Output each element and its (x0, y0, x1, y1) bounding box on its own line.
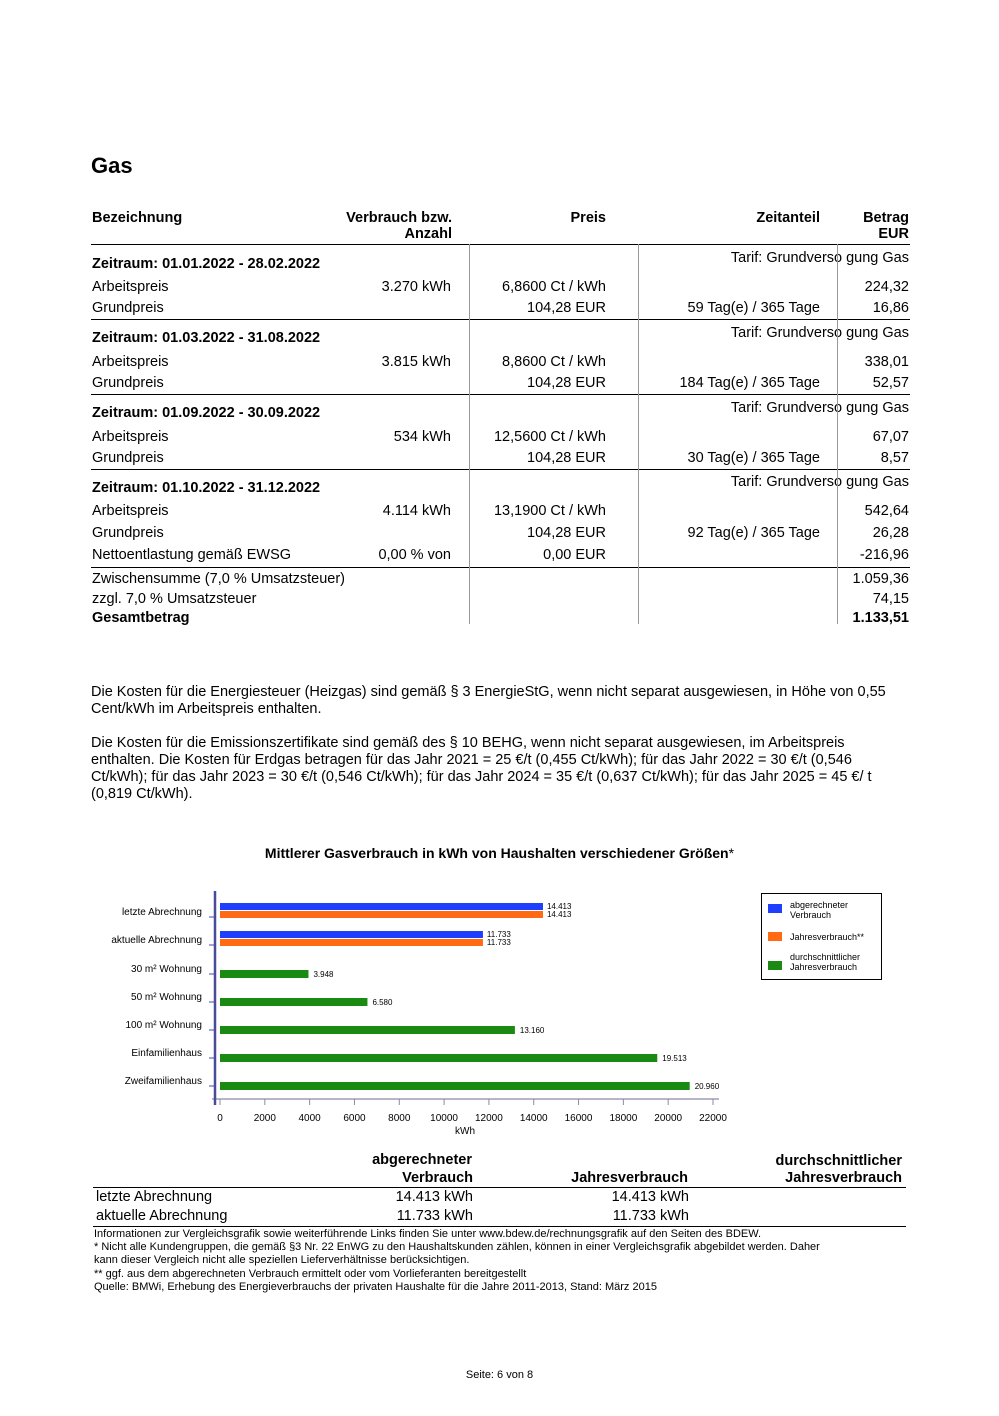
chart-title (0, 845, 999, 861)
x-tick-label: 12000 (475, 1113, 503, 1124)
bar-value-label: 3.948 (313, 970, 334, 979)
category-label: aktuelle Abrechnung (111, 935, 202, 946)
legend-text: Verbrauch (790, 910, 832, 920)
summary-header-col3-line1: durchschnittlicher (775, 1153, 902, 1169)
header-divider (91, 244, 910, 245)
row-preis: 104,28 EUR (527, 450, 606, 466)
row-preis: 0,00 EUR (543, 547, 606, 563)
legend-label-jahresverbrauch: Jahresverbrauch** (790, 932, 865, 942)
summary-row-v2: 14.413 kWh (611, 1189, 689, 1205)
bar-jahresverbrauch (220, 911, 543, 918)
bar-durchschnittlicher-jahresverbrauch (220, 1082, 690, 1090)
row-preis: 6,8600 Ct / kWh (502, 279, 606, 295)
row-betrag: 224,32 (864, 279, 909, 295)
gesamt-label: Gesamtbetrag (92, 610, 190, 626)
column-divider (837, 244, 838, 624)
x-tick-label: 10000 (430, 1113, 458, 1124)
period-divider (91, 394, 910, 395)
chart-title-asterisk: * (728, 845, 735, 861)
bar-value-label: 14.413 (546, 902, 572, 911)
bar-value-label: 14.413 (546, 910, 572, 919)
row-zeitanteil: 30 Tag(e) / 365 Tage (687, 450, 820, 466)
bar-abgerechneter-verbrauch (220, 931, 483, 938)
x-tick-label: 22000 (699, 1113, 727, 1124)
row-name: Grundpreis (92, 300, 164, 316)
legend-text: Jahresverbrauch (790, 962, 858, 972)
category-label: 50 m² Wohnung (131, 992, 202, 1003)
row-name: Grundpreis (92, 375, 164, 391)
row-name: Nettoentlastung gemäß EWSG (92, 547, 292, 563)
summary-header-divider (93, 1187, 906, 1188)
header-betrag-line1: Betrag (863, 210, 909, 226)
legend-swatch-abgerechnet (768, 904, 782, 913)
bar-durchschnittlicher-jahresverbrauch (220, 1054, 657, 1062)
ust-label: zzgl. 7,0 % Umsatzsteuer (92, 591, 257, 607)
row-verbrauch: 534 kWh (393, 429, 451, 445)
x-tick-label: 18000 (609, 1113, 638, 1124)
period-title: Zeitraum: 01.09.2022 - 30.09.2022 (92, 405, 321, 421)
row-zeitanteil: 184 Tag(e) / 365 Tage (679, 375, 820, 391)
category-label: letzte Abrechnung (121, 907, 202, 918)
header-zeitanteil: Zeitanteil (756, 210, 820, 226)
x-tick-label: 20000 (654, 1113, 683, 1124)
header-preis: Preis (570, 210, 606, 226)
category-label: 30 m² Wohnung (131, 964, 202, 975)
chart-title-text: Mittlerer Gasverbrauch in kWh von Haushalten verschiedener Größen (264, 845, 729, 861)
bar-value-label: 11.733 (486, 938, 511, 947)
row-preis: 13,1900 Ct / kWh (493, 503, 606, 519)
period-divider (91, 469, 910, 470)
period-title: Zeitraum: 01.01.2022 - 28.02.2022 (92, 256, 321, 272)
total-divider (91, 567, 910, 568)
row-preis: 104,28 EUR (527, 375, 606, 391)
row-preis: 8,8600 Ct / kWh (502, 354, 606, 370)
period-tarif: Tarif: Grundverso gung Gas (730, 400, 909, 416)
row-betrag: -216,96 (859, 547, 909, 563)
column-divider (638, 244, 639, 624)
header-betrag-line2: EUR (878, 226, 909, 242)
bar-jahresverbrauch (220, 939, 483, 946)
bar-value-label: 6.580 (372, 998, 393, 1007)
legend-swatch-durchschnitt (768, 961, 782, 970)
ust-value: 74,15 (872, 591, 909, 607)
row-name: Arbeitspreis (92, 429, 169, 445)
x-tick-label: 2000 (253, 1113, 276, 1124)
section-title: Gas (91, 153, 133, 178)
note-behg: Die Kosten für die Emissionszertifikate sind gemäß des § 10 BEHG, wenn nicht separat ausgewiesen, im Arbeitspreis enthalten. Die Kosten für Erdgas betragen für das Jahr 2021 = 25 €/t (0,455 Ct/kWh); für das Jahr 2022 = 30 €/t (0,546 Ct/kWh); für das Jahr 2023 = 30 €/t (0,546 Ct/kWh); für das Jahr 2024 = 35 €/t (0,637 Ct/kWh); für das Jahr 2025 = 45 €/ t (0,819 Ct/kWh). (91, 735, 872, 802)
row-verbrauch: 3.270 kWh (381, 279, 451, 295)
note-energiesteuer: Die Kosten für die Energiesteuer (Heizgas) sind gemäß § 3 EnergieStG, wenn nicht separat ausgewiesen, in Höhe von 0,55 Cent/kWh im Arbeitspreis enthalten. (91, 684, 886, 717)
summary-header-col1-line2: Verbrauch (402, 1170, 473, 1186)
bar-durchschnittlicher-jahresverbrauch (220, 970, 308, 978)
legend-text: durchschnittlicher (790, 952, 861, 962)
summary-row-label: letzte Abrechnung (96, 1189, 213, 1205)
summary-row-v1: 14.413 kWh (395, 1189, 473, 1205)
row-preis: 12,5600 Ct / kWh (493, 429, 606, 445)
summary-row-v2: 11.733 kWh (612, 1208, 689, 1224)
period-tarif: Tarif: Grundverso gung Gas (730, 250, 909, 266)
row-name: Grundpreis (92, 525, 164, 541)
gesamt-value: 1.133,51 (852, 610, 909, 626)
summary-header-col1-line1: abgerechneter (372, 1152, 472, 1168)
bar-value-label: 11.733 (486, 930, 511, 939)
period-tarif: Tarif: Grundverso gung Gas (730, 474, 909, 490)
legend-swatch-jahresverbrauch (768, 932, 782, 941)
period-tarif: Tarif: Grundverso gung Gas (730, 325, 909, 341)
category-label: Einfamilienhaus (131, 1048, 202, 1059)
row-name: Arbeitspreis (92, 279, 169, 295)
column-divider (469, 244, 470, 624)
row-betrag: 8,57 (880, 450, 909, 466)
x-tick-label: 8000 (388, 1113, 411, 1124)
row-name: Arbeitspreis (92, 354, 169, 370)
summary-header-col3-line2: Jahresverbrauch (785, 1170, 902, 1186)
header-verbrauch-line1: Verbrauch bzw. (346, 210, 452, 226)
row-zeitanteil: 92 Tag(e) / 365 Tage (687, 525, 820, 541)
x-tick-label: 16000 (564, 1113, 593, 1124)
zwischensumme-label: Zwischensumme (7,0 % Umsatzsteuer) (92, 571, 346, 587)
row-verbrauch: 3.815 kWh (381, 354, 451, 370)
row-betrag: 16,86 (872, 300, 909, 316)
x-tick-label: 4000 (298, 1113, 321, 1124)
footnote: Informationen zur Vergleichsgrafik sowie weiterführende Links finden Sie unter www.bdew.de/rechnungsgrafik auf den Seiten des BDEW. (94, 1228, 762, 1240)
x-tick-label: 0 (217, 1113, 223, 1124)
header-bezeichnung: Bezeichnung (92, 210, 183, 226)
summary-row-v1: 11.733 kWh (396, 1208, 473, 1224)
category-label: 100 m² Wohnung (125, 1020, 202, 1031)
bar-durchschnittlicher-jahresverbrauch (220, 998, 367, 1006)
legend-label-durchschnitt (790, 952, 860, 972)
row-zeitanteil: 59 Tag(e) / 365 Tage (687, 300, 820, 316)
row-betrag: 52,57 (872, 375, 909, 391)
chart-legend (761, 893, 882, 980)
header-verbrauch-line2: Anzahl (404, 226, 452, 242)
legend-label-abgerechnet (790, 900, 848, 920)
zwischensumme-value: 1.059,36 (852, 571, 909, 587)
summary-row-label: aktuelle Abrechnung (96, 1208, 228, 1224)
x-tick-label: 6000 (343, 1113, 366, 1124)
row-preis: 104,28 EUR (527, 300, 606, 316)
bar-value-label: 20.960 (694, 1082, 720, 1091)
row-name: Grundpreis (92, 450, 164, 466)
period-divider (91, 319, 910, 320)
bar-durchschnittlicher-jahresverbrauch (220, 1026, 515, 1034)
row-betrag: 338,01 (864, 354, 909, 370)
period-title: Zeitraum: 01.10.2022 - 31.12.2022 (92, 480, 321, 496)
row-betrag: 67,07 (872, 429, 909, 445)
row-name: Arbeitspreis (92, 503, 169, 519)
summary-header-col2: Jahresverbrauch (571, 1170, 688, 1186)
legend-text: abgerechneter (790, 900, 849, 910)
bar-value-label: 13.160 (519, 1026, 545, 1035)
x-axis-title: kWh (455, 1126, 475, 1137)
footnote: Quelle: BMWi, Erhebung des Energieverbrauchs der privaten Haushalte für die Jahre 2011-2013, Stand: März 2015 (94, 1281, 657, 1293)
page-number: Seite: 6 von 8 (465, 1369, 534, 1381)
summary-bottom-divider (93, 1226, 906, 1227)
footnote: ** ggf. aus dem abgerechneten Verbrauch ermittelt oder vom Vorlieferanten bereitgestellt (94, 1268, 527, 1280)
bar-value-label: 19.513 (662, 1054, 687, 1063)
footnote: kann dieser Vergleich nicht alle speziellen Lieferverhältnisse berücksichtigen. (94, 1254, 470, 1266)
row-verbrauch: 0,00 % von (378, 547, 451, 563)
category-label: Zweifamilienhaus (124, 1076, 202, 1087)
row-betrag: 26,28 (872, 525, 909, 541)
row-preis: 104,28 EUR (527, 525, 606, 541)
row-verbrauch: 4.114 kWh (382, 503, 451, 519)
row-betrag: 542,64 (864, 503, 909, 519)
period-title: Zeitraum: 01.03.2022 - 31.08.2022 (92, 330, 321, 346)
x-tick-label: 14000 (519, 1113, 548, 1124)
bar-abgerechneter-verbrauch (220, 903, 543, 910)
footnote: * Nicht alle Kundengruppen, die gemäß §3 Nr. 22 EnWG zu den Haushaltskunden zählen, können in einer Vergleichsgrafik abgebildet werden. Daher (94, 1241, 820, 1253)
